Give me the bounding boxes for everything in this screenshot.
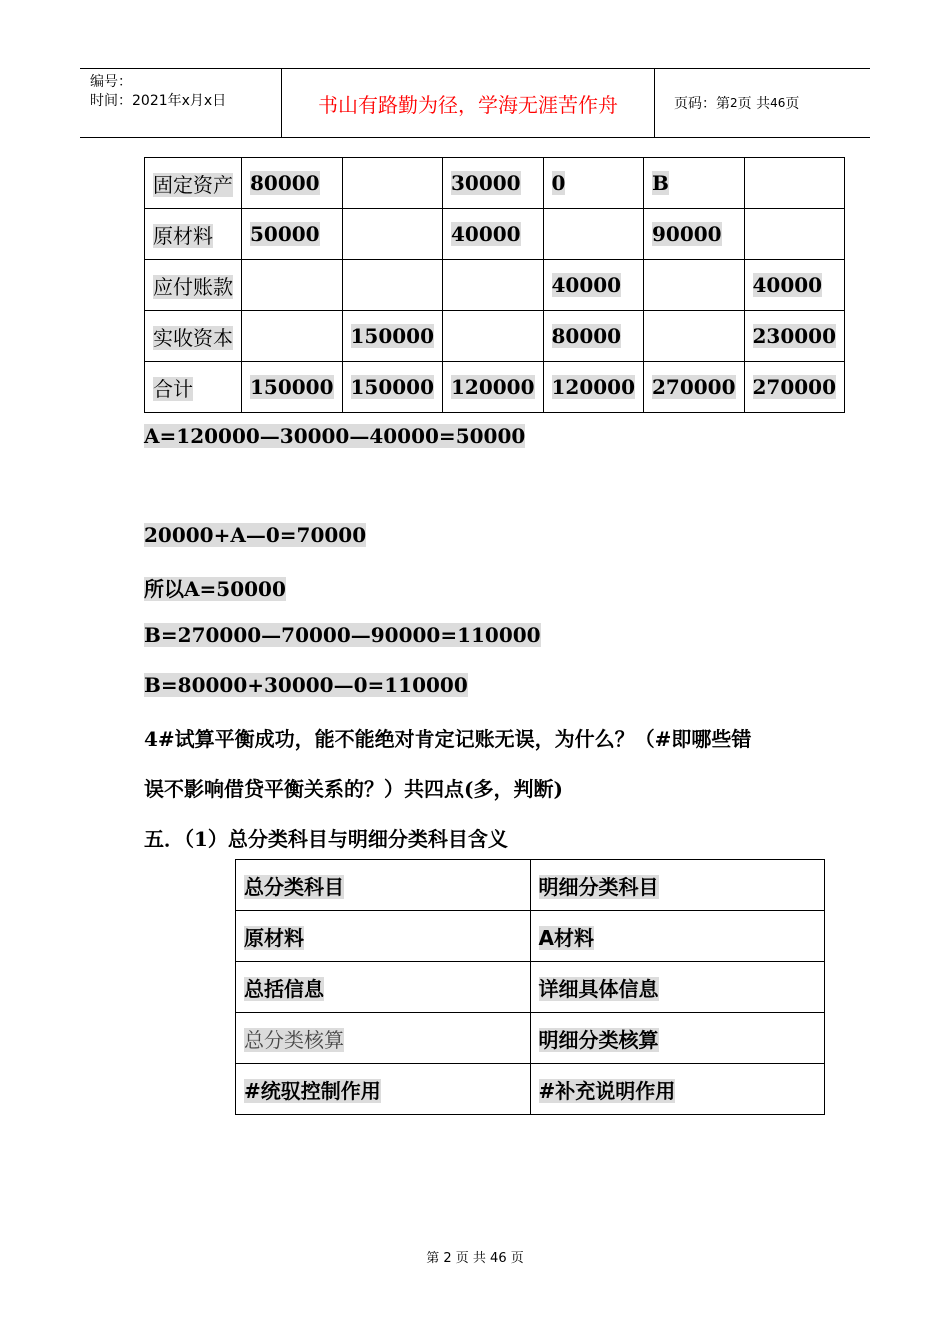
section-heading: 五．（1）总分类科目与明细分类科目含义 [144,827,508,851]
table-row [236,860,825,911]
row-label-cell: 实收资本 [145,311,242,362]
value-cell [644,260,745,311]
general-account-cell: 总分类核算 [236,1013,531,1064]
value-cell [242,260,343,311]
table-row [236,1064,825,1115]
general-account-cell: #统驭控制作用 [236,1064,531,1115]
value-cell [644,311,745,362]
value-cell [443,311,544,362]
page-suffix: 页 [785,96,800,112]
value-cell [543,209,644,260]
value-cell [443,260,544,311]
value-cell: 150000 [342,362,443,413]
time-label: 时间：2021年x月x日 [90,93,227,109]
page-header [80,68,870,138]
value-cell: 50000 [242,209,343,260]
value-cell: 230000 [744,311,845,362]
general-account-cell: 原材料 [236,911,531,962]
table-row [145,362,845,413]
page-number: 2 [730,96,738,110]
header-motto: 书山有路勤为径，学海无涯苦作舟 [281,69,655,137]
value-cell: 80000 [543,311,644,362]
table-row [236,1013,825,1064]
table-row [145,158,845,209]
detail-account-cell: 详细具体信息 [530,962,825,1013]
text-line: 误不影响借贷平衡关系的？）共四点(多，判断) [144,777,563,801]
detail-account-cell: 明细分类科目 [530,860,825,911]
value-cell: 40000 [744,260,845,311]
value-cell [342,260,443,311]
value-cell: B [644,158,745,209]
value-cell: 90000 [644,209,745,260]
general-account-cell: 总分类科目 [236,860,531,911]
table-row [145,260,845,311]
value-cell: 150000 [242,362,343,413]
value-cell [744,158,845,209]
text-line: 4#试算平衡成功，能不能绝对肯定记账无误，为什么？（#即哪些错 [144,727,752,751]
value-cell [242,311,343,362]
value-cell: 120000 [443,362,544,413]
table-row [145,209,845,260]
table-row [145,311,845,362]
value-cell [744,209,845,260]
text-line: 所以A=50000 [144,577,286,601]
header-meta [80,69,280,137]
value-cell [342,158,443,209]
text-line: 20000+A—0=70000 [144,523,367,547]
row-label-cell: 固定资产 [145,158,242,209]
value-cell: 80000 [242,158,343,209]
value-cell: 30000 [443,158,544,209]
value-cell: 270000 [744,362,845,413]
account-comparison-table [235,859,825,1115]
value-cell [342,209,443,260]
row-label-cell: 合计 [145,362,242,413]
value-cell: 0 [543,158,644,209]
text-line: A=120000—30000—40000=50000 [144,424,526,448]
detail-account-cell: 明细分类核算 [530,1013,825,1064]
text-line: B=270000—70000—90000=110000 [144,623,541,647]
general-account-cell: 总括信息 [236,962,531,1013]
row-label-cell: 应付账款 [145,260,242,311]
page-total: 46 [770,96,786,110]
value-cell: 40000 [443,209,544,260]
row-label-cell: 原材料 [145,209,242,260]
value-cell: 270000 [644,362,745,413]
page-prefix: 页码：第 [674,96,730,112]
text-line: B=80000+30000—0=110000 [144,673,468,697]
balance-table [144,157,845,413]
number-label: 编号： [90,74,132,90]
page-footer: 第 2 页 共 46 页 [426,1251,524,1266]
value-cell: 150000 [342,311,443,362]
table-row [236,962,825,1013]
table-row [236,911,825,962]
value-cell: 120000 [543,362,644,413]
header-page-info [664,69,870,137]
detail-account-cell: A材料 [530,911,825,962]
detail-account-cell: #补充说明作用 [530,1064,825,1115]
value-cell: 40000 [543,260,644,311]
page-mid: 页 共 [737,96,771,112]
